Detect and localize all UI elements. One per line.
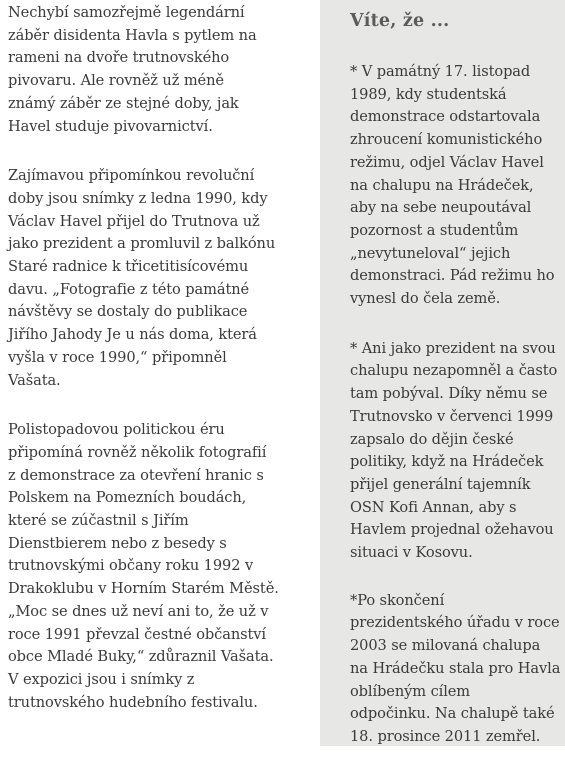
article-paragraph: Zajímavou připomínkou revoluční doby jsou snímky z ledna 1990, kdy Václav Havel přijel do Trutnova už jako prezident a promluvil z balkónu Staré radnice k třicetitisícovému davu. „Fotografie z této památné návštěvy se dostaly do publikace Jiřího Jahody Je u nás doma, která vyšla v roce 1990,“ připomněl Vašata. bbox=[8, 167, 276, 389]
article-paragraph: Nechybí samozřejmě legendární záběr disidenta Havla s pytlem na rameni na dvoře trutnovského pivovaru. Ale rovněž už méně známý záběr ze stejné doby, jak Havel studuje pivovarnictví. bbox=[8, 4, 257, 135]
article-body bbox=[8, 0, 304, 741]
sidebar-note: *Po skončení prezidentského úřadu v roce 2003 se milovaná chalupa na Hrádečku stala pro Havla oblíbeným cílem odpočinku. Na chalupě také 18. prosince 2011 zemřel. bbox=[350, 591, 561, 745]
sidebar-notes bbox=[350, 61, 562, 776]
sidebar-note: * V památný 17. listopad 1989, kdy studentská demonstrace odstartovala zhroucení komunistického režimu, odjel Václav Havel na chalupu na Hrádeček, aby na sebe neupoutával pozornost a studentům „nevytuneloval“ jejich demonstraci. Pád režimu ho vynesl do čela země. bbox=[350, 63, 555, 308]
sidebar-note: * Ani jako prezident na svou chalupu nezapomněl a často tam pobýval. Díky němu se Trutnovsko v červenci 1999 zapsalo do dějin české politiky, když na Hrádeček přijel generální tajemník OSN Kofi Annan, aby s Havlem projednal ožehavou situaci v Kosovu. bbox=[350, 339, 558, 562]
did-you-know-sidebar bbox=[320, 0, 565, 746]
article-paragraph: Polistopadovou politickou éru připomíná rovněž několik fotografií z demonstrace za otevření hranic s Polskem na Pomezních boudách, které se zúčastnil s Jiřím Dienstbierem nebo z besedy s trutnovskými občany roku 1992 v Drakoklubu v Horním Starém Městě. „Moc se dnes už neví ani to, že už v roce 1991 převzal čestné občanství obce Mladé Buky,“ zdůraznil Vašata. V expozici jsou i snímky z trutnovského hudebního festivalu. bbox=[8, 421, 279, 711]
sidebar-title: Víte, že ... bbox=[350, 11, 450, 31]
